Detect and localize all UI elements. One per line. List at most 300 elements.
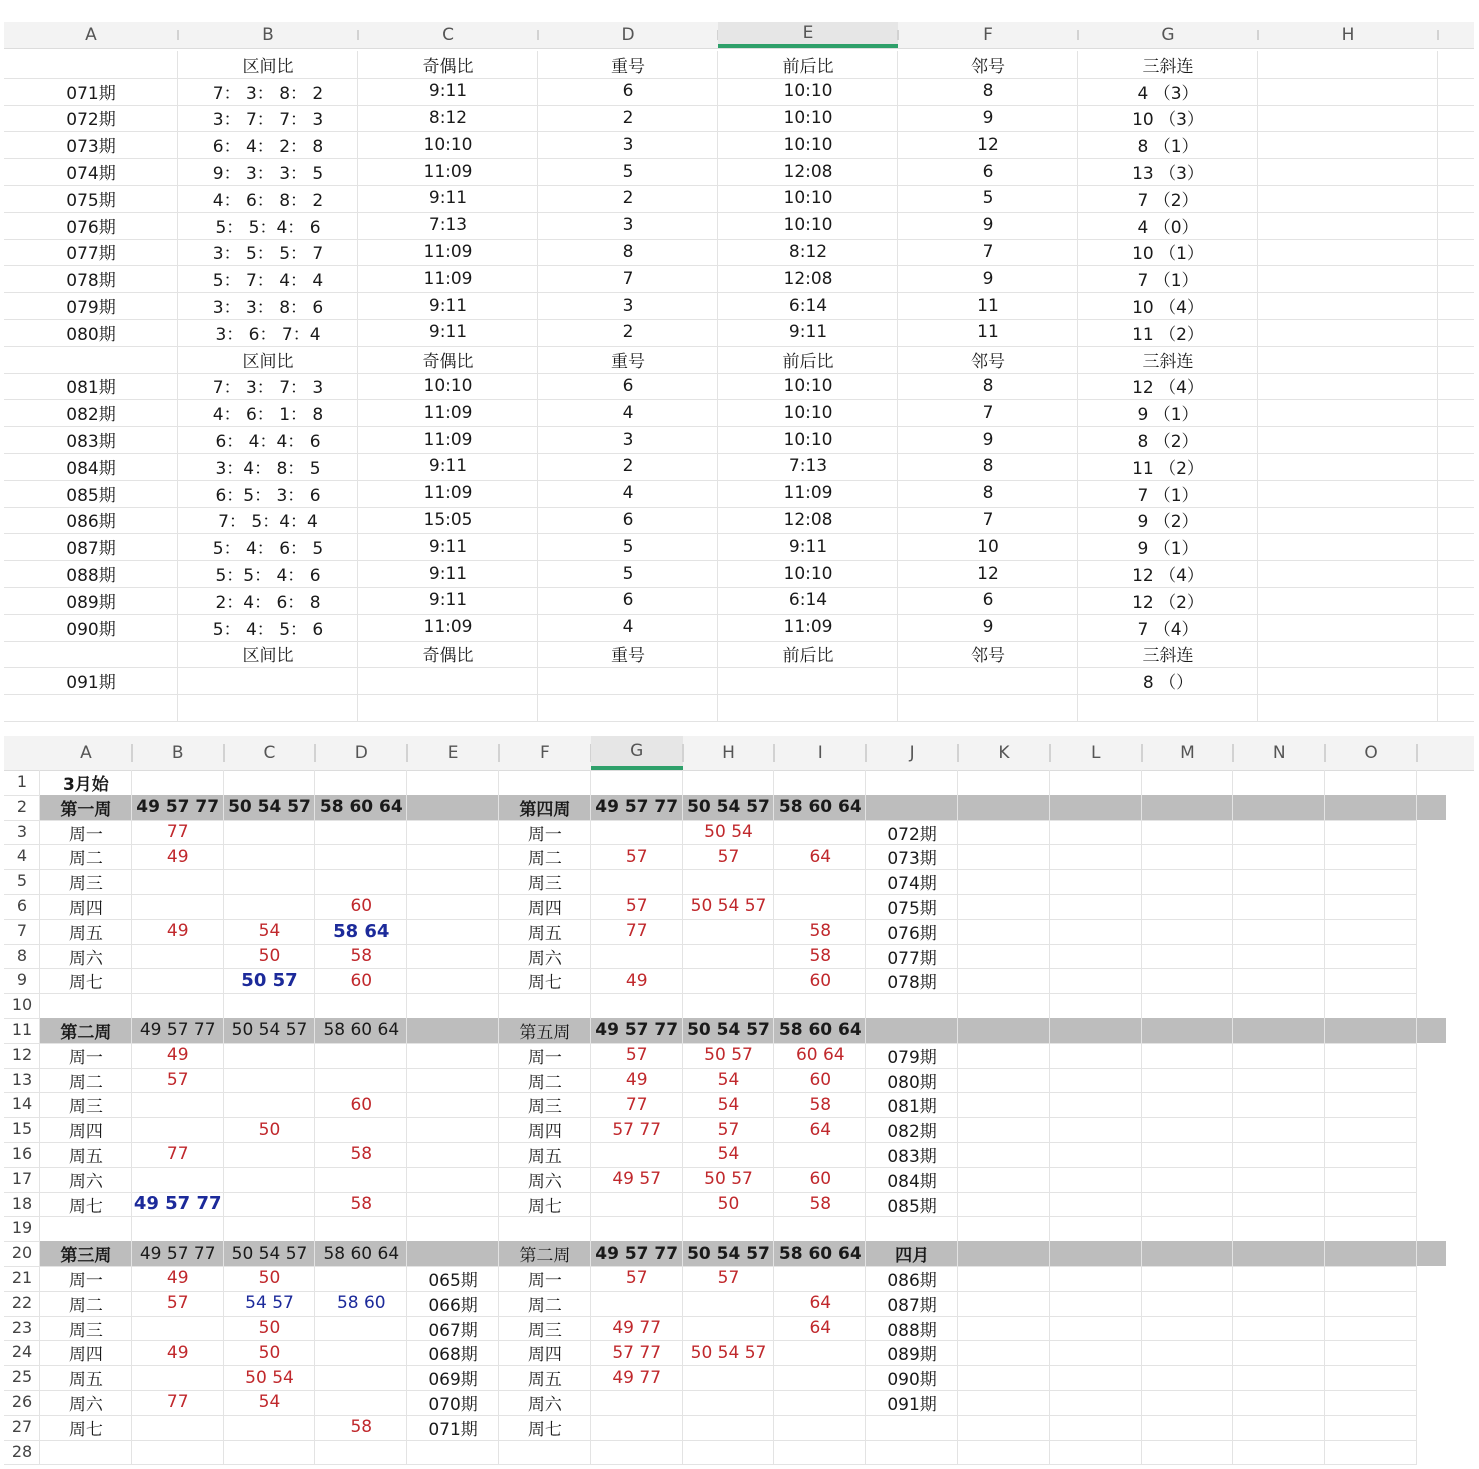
cell-j[interactable] — [866, 993, 958, 1018]
cell-d[interactable]: 2 — [622, 188, 634, 209]
cell-b[interactable] — [132, 1415, 224, 1440]
cell-k[interactable] — [958, 1241, 1050, 1266]
cell-l[interactable] — [1050, 1018, 1142, 1043]
cell-a[interactable]: 周六 — [68, 1394, 103, 1415]
cell-e[interactable]: 前后比 — [782, 351, 834, 372]
cell-k[interactable] — [958, 919, 1050, 944]
cell-b[interactable]: 3： 6： 7：4 — [215, 324, 321, 345]
cell-c[interactable]: 9:11 — [428, 563, 468, 584]
cell-a[interactable]: 081期 — [66, 378, 116, 399]
cell-g[interactable]: 10 （3） — [1132, 110, 1204, 131]
cell-c[interactable]: 8:12 — [428, 107, 468, 128]
cell-l[interactable] — [1050, 1068, 1142, 1093]
row-number[interactable]: 8 — [16, 945, 28, 965]
cell-d[interactable]: 58 — [350, 1193, 373, 1214]
cell-e[interactable]: 10:10 — [783, 215, 833, 236]
cell-k[interactable] — [958, 1018, 1050, 1043]
cell-g[interactable]: 8 （2） — [1137, 432, 1199, 453]
cell-f[interactable]: 周一 — [527, 1047, 562, 1068]
cell-l[interactable] — [1050, 1092, 1142, 1117]
cell-k[interactable] — [958, 1043, 1050, 1068]
cell-b[interactable] — [132, 968, 224, 993]
cell-b[interactable] — [132, 1117, 224, 1142]
cell-f[interactable]: 邻号 — [971, 646, 1005, 667]
cell-c[interactable]: 10:10 — [423, 134, 473, 155]
cell-a[interactable]: 第三周 — [60, 1246, 112, 1267]
cell-a[interactable]: 周四 — [68, 1122, 103, 1143]
cell-o[interactable] — [1325, 1340, 1417, 1365]
cell-g[interactable] — [591, 1440, 683, 1465]
cell-f[interactable] — [499, 993, 591, 1018]
cell-f[interactable]: 7 — [982, 402, 994, 423]
cell-i[interactable] — [774, 993, 866, 1018]
cell-c[interactable]: 11:09 — [423, 161, 473, 182]
cell-d[interactable] — [315, 1043, 407, 1068]
cell-l[interactable] — [1050, 1117, 1142, 1142]
cell-b[interactable]: 49 57 77 — [139, 1243, 216, 1264]
row-number[interactable]: 10 — [11, 995, 33, 1015]
cell-h[interactable] — [683, 869, 775, 894]
cell-g[interactable]: 12 （2） — [1132, 592, 1204, 613]
cell-a[interactable]: 周四 — [68, 898, 103, 919]
cell-i[interactable]: 60 — [809, 1069, 832, 1090]
cell-k[interactable] — [958, 1167, 1050, 1192]
cell-b[interactable] — [132, 1092, 224, 1117]
cell-m[interactable] — [1142, 795, 1234, 820]
cell-d[interactable]: 4 — [622, 483, 634, 504]
cell-e[interactable] — [407, 820, 499, 845]
cell-g[interactable] — [591, 1142, 683, 1167]
cell-g[interactable]: 49 57 77 — [595, 1243, 679, 1264]
cell-i[interactable]: 64 — [809, 846, 832, 867]
cell-f[interactable]: 周四 — [527, 1345, 562, 1366]
cell-m[interactable] — [1142, 1192, 1234, 1217]
column-header-a[interactable]: A — [85, 25, 97, 45]
cell-k[interactable] — [958, 1142, 1050, 1167]
cell-e[interactable]: 071期 — [428, 1419, 478, 1440]
cell-h[interactable] — [683, 770, 775, 795]
column-header-b[interactable]: B — [262, 25, 274, 45]
cell-g[interactable] — [591, 1390, 683, 1415]
cell-g[interactable]: 4 （3） — [1137, 83, 1199, 104]
cell-b[interactable]: 49 — [166, 1045, 189, 1066]
cell-m[interactable] — [1142, 1092, 1234, 1117]
row-number[interactable]: 13 — [11, 1069, 33, 1089]
cell-k[interactable] — [958, 770, 1050, 795]
cell-g[interactable]: 12 （4） — [1132, 566, 1204, 587]
cell-k[interactable] — [958, 1440, 1050, 1465]
cell-f[interactable]: 7 — [982, 509, 994, 530]
cell-k[interactable] — [958, 820, 1050, 845]
cell-g[interactable]: 11 （2） — [1132, 458, 1204, 479]
cell-d[interactable]: 重号 — [611, 351, 645, 372]
cell-d[interactable]: 5 — [622, 563, 634, 584]
row-number[interactable]: 14 — [11, 1094, 33, 1114]
cell-a[interactable]: 第二周 — [60, 1022, 112, 1043]
cell-e[interactable] — [407, 1018, 499, 1043]
cell-c[interactable]: 奇偶比 — [422, 646, 474, 667]
row-number[interactable]: 21 — [11, 1268, 33, 1287]
cell-i[interactable]: 60 — [809, 1169, 832, 1190]
cell-f[interactable]: 5 — [982, 188, 994, 209]
cell-i[interactable]: 64 — [809, 1317, 832, 1338]
cell-b[interactable]: 77 — [166, 1144, 189, 1165]
cell-f[interactable]: 11 — [977, 322, 999, 343]
column-header-h[interactable]: H — [1341, 25, 1355, 45]
cell-h[interactable]: 54 — [717, 1144, 740, 1165]
cell-a[interactable]: 周一 — [68, 824, 103, 845]
cell-a[interactable]: 087期 — [66, 539, 116, 560]
cell-g[interactable]: 三斜连 — [1142, 646, 1194, 667]
cell-h[interactable]: 54 — [717, 1094, 740, 1115]
cell-h[interactable] — [683, 1390, 775, 1415]
cell-m[interactable] — [1142, 1142, 1234, 1167]
cell-b[interactable]: 49 — [166, 921, 189, 942]
cell-n[interactable] — [1233, 968, 1325, 993]
cell-n[interactable] — [1233, 1340, 1325, 1365]
cell-e[interactable] — [407, 894, 499, 919]
cell-e[interactable]: 10:10 — [783, 134, 833, 155]
cell-j[interactable] — [866, 1415, 958, 1440]
cell-b[interactable]: 49 57 77 — [139, 1020, 216, 1041]
cell-g[interactable]: 4 （0） — [1137, 217, 1199, 238]
cell-e[interactable]: 6:14 — [788, 295, 828, 316]
cell-h[interactable]: 50 54 — [704, 821, 753, 842]
cell-m[interactable] — [1142, 1018, 1234, 1043]
cell-l[interactable] — [1050, 968, 1142, 993]
row-number[interactable]: 18 — [11, 1193, 33, 1213]
cell-g[interactable]: 7 （4） — [1137, 619, 1199, 640]
cell-h[interactable] — [1258, 373, 1438, 400]
cell-d[interactable] — [315, 1340, 407, 1365]
cell-f[interactable]: 周六 — [527, 948, 562, 969]
cell-j[interactable]: 090期 — [887, 1370, 937, 1391]
cell-o[interactable] — [1325, 1390, 1417, 1415]
cell-f[interactable]: 9 — [982, 268, 994, 289]
cell-e[interactable] — [407, 869, 499, 894]
cell-f[interactable]: 10 — [977, 536, 999, 557]
cell-a[interactable]: 085期 — [66, 485, 116, 506]
cell-c[interactable]: 50 54 — [245, 1367, 294, 1388]
cell-o[interactable] — [1325, 1117, 1417, 1142]
cell-a[interactable]: 周一 — [68, 1270, 103, 1291]
cell-d[interactable]: 3 — [622, 429, 634, 450]
cell-a[interactable]: 072期 — [66, 110, 116, 131]
column-header-d[interactable]: D — [621, 25, 635, 45]
cell-b[interactable]: 区间比 — [242, 646, 294, 667]
cell-m[interactable] — [1142, 1440, 1234, 1465]
cell-e[interactable]: 10:10 — [783, 429, 833, 450]
cell-b[interactable] — [132, 1316, 224, 1341]
cell-a[interactable]: 周七 — [68, 1196, 103, 1217]
row-number[interactable]: 1 — [16, 772, 28, 791]
cell-f[interactable]: 8 — [982, 483, 994, 504]
cell-o[interactable] — [1325, 1167, 1417, 1192]
cell-a[interactable] — [4, 51, 178, 78]
cell-b[interactable]: 3： 3： 8： 6 — [212, 298, 324, 319]
cell-a[interactable]: 089期 — [66, 592, 116, 613]
column-header-b[interactable]: B — [171, 743, 184, 763]
cell-b[interactable]: 49 — [166, 846, 189, 867]
cell-j[interactable]: 082期 — [887, 1122, 937, 1143]
cell-l[interactable] — [1050, 795, 1142, 820]
cell-c[interactable] — [224, 869, 316, 894]
cell-h[interactable] — [1258, 694, 1438, 721]
cell-c[interactable]: 11:09 — [423, 241, 473, 262]
cell-f[interactable]: 周四 — [527, 898, 562, 919]
cell-e[interactable] — [407, 1216, 499, 1241]
cell-n[interactable] — [1233, 1043, 1325, 1068]
cell-e[interactable] — [718, 667, 898, 694]
cell-c[interactable]: 9:11 — [428, 322, 468, 343]
cell-m[interactable] — [1142, 1266, 1234, 1291]
cell-j[interactable] — [866, 1018, 958, 1043]
cell-d[interactable] — [315, 1365, 407, 1390]
cell-b[interactable] — [132, 770, 224, 795]
cell-o[interactable] — [1325, 894, 1417, 919]
cell-l[interactable] — [1050, 1167, 1142, 1192]
cell-f[interactable]: 12 — [977, 563, 999, 584]
cell-k[interactable] — [958, 1415, 1050, 1440]
cell-h[interactable] — [1258, 533, 1438, 560]
cell-o[interactable] — [1325, 1216, 1417, 1241]
cell-c[interactable] — [224, 1192, 316, 1217]
cell-i[interactable] — [774, 770, 866, 795]
cell-f[interactable]: 周四 — [527, 1122, 562, 1143]
cell-f[interactable]: 周五 — [527, 923, 562, 944]
cell-d[interactable]: 6 — [622, 509, 634, 530]
cell-d[interactable] — [315, 1266, 407, 1291]
cell-j[interactable]: 074期 — [887, 874, 937, 895]
cell-n[interactable] — [1233, 1092, 1325, 1117]
column-header-e[interactable]: E — [447, 743, 459, 763]
cell-c[interactable]: 11:09 — [423, 402, 473, 423]
cell-i[interactable]: 60 64 — [795, 1045, 845, 1066]
row-number[interactable]: 17 — [11, 1168, 33, 1188]
cell-f[interactable]: 8 — [982, 375, 994, 396]
cell-h[interactable] — [683, 1316, 775, 1341]
cell-e[interactable] — [407, 1192, 499, 1217]
cell-h[interactable] — [1258, 212, 1438, 239]
cell-h[interactable]: 50 — [717, 1193, 740, 1214]
column-header-d[interactable]: D — [354, 743, 368, 763]
cell-n[interactable] — [1233, 1241, 1325, 1266]
cell-f[interactable]: 周二 — [527, 1072, 562, 1093]
cell-d[interactable] — [315, 844, 407, 869]
column-header-f[interactable]: F — [983, 25, 993, 45]
row-number[interactable]: 24 — [11, 1342, 33, 1362]
cell-l[interactable] — [1050, 1415, 1142, 1440]
cell-b[interactable]: 7： 3： 8： 2 — [212, 83, 324, 104]
cell-m[interactable] — [1142, 1340, 1234, 1365]
cell-e[interactable]: 9:11 — [788, 322, 828, 343]
cell-a[interactable]: 071期 — [66, 83, 116, 104]
column-header-k[interactable]: K — [998, 743, 1010, 763]
cell-a[interactable] — [4, 346, 178, 373]
cell-n[interactable] — [1233, 869, 1325, 894]
cell-m[interactable] — [1142, 968, 1234, 993]
cell-b[interactable]: 57 — [166, 1293, 189, 1314]
cell-d[interactable] — [538, 667, 718, 694]
cell-f[interactable]: 8 — [982, 456, 994, 477]
cell-i[interactable] — [774, 894, 866, 919]
row-number[interactable]: 25 — [11, 1367, 33, 1387]
cell-d[interactable]: 4 — [622, 402, 634, 423]
cell-l[interactable] — [1050, 1365, 1142, 1390]
cell-a[interactable]: 073期 — [66, 137, 116, 158]
cell-e[interactable]: 10:10 — [783, 188, 833, 209]
cell-g[interactable]: 8 （） — [1142, 673, 1194, 694]
cell-h[interactable] — [683, 919, 775, 944]
cell-b[interactable]: 3： 7： 7： 3 — [212, 110, 324, 131]
cell-d[interactable]: 8 — [622, 241, 634, 262]
select-all-corner[interactable] — [4, 736, 44, 770]
cell-b[interactable]: 7： 5：4：4 — [218, 512, 318, 533]
cell-g[interactable]: 57 77 — [612, 1119, 662, 1140]
column-header-i[interactable]: I — [817, 743, 823, 763]
cell-k[interactable] — [958, 1117, 1050, 1142]
column-header-g[interactable]: G — [591, 736, 683, 770]
cell-h[interactable] — [683, 1291, 775, 1316]
cell-d[interactable]: 58 60 64 — [319, 797, 403, 818]
cell-c[interactable] — [224, 1092, 316, 1117]
column-header-h[interactable]: H — [722, 743, 735, 763]
cell-c[interactable] — [224, 770, 316, 795]
cell-c[interactable] — [224, 1142, 316, 1167]
cell-i[interactable] — [774, 1142, 866, 1167]
cell-g[interactable]: 三斜连 — [1142, 351, 1194, 372]
cell-o[interactable] — [1325, 844, 1417, 869]
cell-n[interactable] — [1233, 795, 1325, 820]
cell-e[interactable]: 8:12 — [788, 241, 828, 262]
cell-c[interactable]: 50 57 — [241, 970, 298, 992]
cell-j[interactable]: 078期 — [887, 973, 937, 994]
cell-a[interactable]: 周三 — [68, 1097, 103, 1118]
cell-c[interactable]: 50 54 57 — [231, 1243, 308, 1264]
cell-k[interactable] — [958, 1291, 1050, 1316]
cell-n[interactable] — [1233, 1192, 1325, 1217]
cell-d[interactable]: 6 — [622, 375, 634, 396]
column-header-l[interactable]: L — [1090, 743, 1101, 763]
cell-m[interactable] — [1142, 770, 1234, 795]
cell-b[interactable] — [178, 667, 358, 694]
cell-k[interactable] — [958, 844, 1050, 869]
cell-b[interactable]: 3：4： 8： 5 — [215, 458, 321, 479]
cell-d[interactable]: 6 — [622, 81, 634, 102]
cell-a[interactable] — [40, 1440, 132, 1465]
cell-e[interactable] — [718, 694, 898, 721]
cell-h[interactable] — [1258, 667, 1438, 694]
cell-k[interactable] — [958, 1068, 1050, 1093]
cell-m[interactable] — [1142, 869, 1234, 894]
cell-l[interactable] — [1050, 1316, 1142, 1341]
cell-a[interactable]: 周七 — [68, 973, 103, 994]
cell-e[interactable]: 10:10 — [783, 402, 833, 423]
cell-e[interactable]: 10:10 — [783, 563, 833, 584]
row-number[interactable]: 15 — [11, 1119, 33, 1139]
cell-d[interactable]: 58 60 64 — [323, 1020, 400, 1041]
cell-n[interactable] — [1233, 1117, 1325, 1142]
cell-c[interactable]: 9:11 — [428, 456, 468, 477]
row-number[interactable]: 9 — [16, 970, 28, 990]
cell-o[interactable] — [1325, 1365, 1417, 1390]
cell-j[interactable]: 085期 — [887, 1196, 937, 1217]
cell-g[interactable]: 49 — [625, 1069, 648, 1090]
cell-a[interactable]: 086期 — [66, 512, 116, 533]
cell-k[interactable] — [958, 894, 1050, 919]
cell-b[interactable]: 49 57 77 — [133, 1193, 222, 1215]
cell-o[interactable] — [1325, 919, 1417, 944]
cell-b[interactable]: 77 — [166, 1392, 189, 1413]
cell-j[interactable]: 088期 — [887, 1320, 937, 1341]
cell-d[interactable]: 4 — [622, 617, 634, 638]
cell-h[interactable] — [683, 1216, 775, 1241]
cell-d[interactable]: 58 64 — [333, 920, 390, 942]
cell-a[interactable]: 091期 — [66, 673, 116, 694]
cell-c[interactable]: 奇偶比 — [422, 56, 474, 77]
cell-c[interactable] — [224, 894, 316, 919]
cell-c[interactable]: 50 — [258, 1119, 281, 1140]
cell-d[interactable]: 7 — [622, 268, 634, 289]
cell-e[interactable]: 12:08 — [783, 161, 833, 182]
cell-f[interactable]: 周一 — [527, 824, 562, 845]
cell-h[interactable]: 50 57 — [704, 1169, 753, 1190]
cell-k[interactable] — [958, 1266, 1050, 1291]
cell-b[interactable] — [178, 694, 358, 721]
cell-h[interactable] — [1258, 507, 1438, 534]
cell-h[interactable]: 50 54 57 — [687, 1243, 770, 1264]
cell-e[interactable] — [407, 1068, 499, 1093]
cell-k[interactable] — [958, 1216, 1050, 1241]
cell-b[interactable] — [132, 894, 224, 919]
cell-g[interactable] — [591, 869, 683, 894]
cell-n[interactable] — [1233, 1216, 1325, 1241]
cell-i[interactable]: 58 60 64 — [778, 1243, 862, 1264]
cell-h[interactable] — [1258, 453, 1438, 480]
cell-j[interactable] — [866, 1216, 958, 1241]
cell-j[interactable] — [866, 795, 958, 820]
cell-l[interactable] — [1050, 1043, 1142, 1068]
cell-c[interactable]: 54 — [258, 1392, 281, 1413]
cell-e[interactable] — [407, 944, 499, 969]
cell-a[interactable]: 周四 — [68, 1345, 103, 1366]
cell-n[interactable] — [1233, 894, 1325, 919]
cell-b[interactable]: 3： 5： 5： 7 — [212, 244, 324, 265]
cell-g[interactable]: 57 — [625, 1045, 648, 1066]
cell-j[interactable] — [866, 1440, 958, 1465]
cell-d[interactable] — [315, 1068, 407, 1093]
cell-c[interactable]: 50 — [258, 945, 281, 966]
cell-g[interactable]: 77 — [625, 921, 648, 942]
cell-m[interactable] — [1142, 919, 1234, 944]
cell-o[interactable] — [1325, 1068, 1417, 1093]
cell-f[interactable] — [898, 667, 1078, 694]
cell-c[interactable]: 50 — [258, 1268, 281, 1289]
cell-h[interactable] — [1258, 51, 1438, 78]
cell-f[interactable]: 周三 — [527, 1320, 562, 1341]
cell-f[interactable]: 周七 — [527, 973, 562, 994]
cell-f[interactable]: 周五 — [527, 1146, 562, 1167]
cell-e[interactable]: 11:09 — [783, 617, 833, 638]
cell-n[interactable] — [1233, 820, 1325, 845]
cell-c[interactable] — [224, 820, 316, 845]
cell-l[interactable] — [1050, 869, 1142, 894]
cell-a[interactable]: 周三 — [68, 1320, 103, 1341]
cell-a[interactable]: 083期 — [66, 432, 116, 453]
cell-f[interactable]: 周六 — [527, 1171, 562, 1192]
cell-h[interactable] — [1258, 346, 1438, 373]
cell-h[interactable] — [683, 968, 775, 993]
